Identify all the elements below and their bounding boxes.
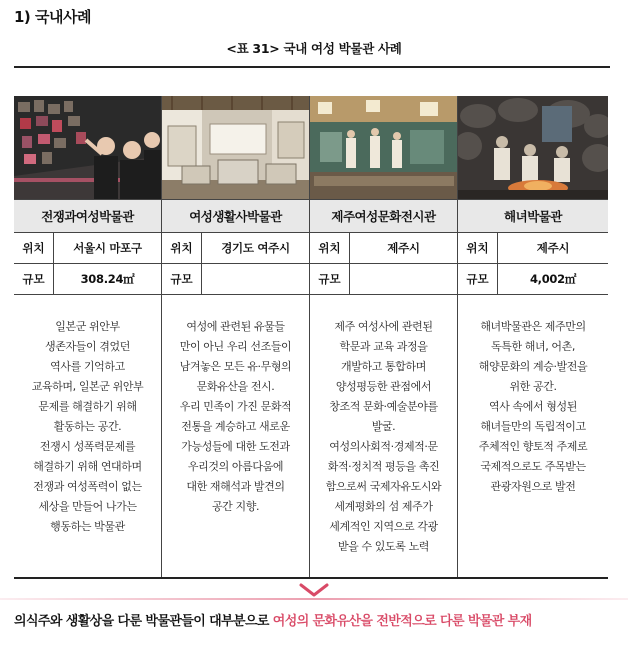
location-label: 위치: [458, 233, 498, 263]
museum-name: 제주여성문화전시관: [310, 200, 457, 233]
description-line: 화적·정치적 평등을 촉진: [327, 460, 440, 473]
scale-value: [350, 264, 457, 294]
description-line: 해양문화의 계승·발전을: [478, 360, 588, 373]
location-row: [14, 233, 161, 264]
museum-column: [458, 96, 608, 577]
location-value: 제주시: [387, 241, 420, 255]
chevron-down-icon: [299, 582, 329, 601]
description-line: 해결하기 위해 연대하며: [33, 460, 142, 473]
museum-description: [310, 295, 457, 577]
museum-column: [310, 96, 458, 577]
description-line: 발굴.: [371, 420, 396, 433]
scale-row: [458, 264, 608, 295]
description-line: 역사 속에서 형성된: [488, 400, 577, 413]
scale-row: [310, 264, 457, 295]
location-row: [310, 233, 457, 264]
description-line: 해녀들만의 독립적이고: [480, 420, 586, 433]
description-line: 양성평등한 관점에서: [335, 380, 432, 393]
description-line: 위한 공간.: [509, 380, 557, 393]
description-line: 대한 재해석과 발견의: [186, 480, 285, 493]
museum-description: [14, 295, 161, 577]
description-line: 제주 여성사에 관련된: [334, 320, 433, 333]
description-line: 역사를 기억하고: [50, 360, 125, 373]
conclusion-highlight: 여성의 문화유산을 전반적으로 다룬 박물관 부재: [272, 614, 532, 629]
scale-label: 규모: [14, 264, 54, 294]
description-line: 남겨놓은 모든 유·무형의: [179, 360, 292, 373]
description-line: 받을 수 있도록 노력: [337, 540, 430, 553]
description-line: 활동하는 공간.: [53, 420, 122, 433]
conclusion-normal: 의식주와 생활상을 다룬 박물관들이 대부분으로: [14, 614, 273, 629]
scale-value: 308.24㎡: [80, 272, 135, 286]
description-line: 교육하며, 일본군 위안부: [31, 380, 144, 393]
museum-column: [162, 96, 310, 577]
scale-label: 규모: [310, 264, 350, 294]
description-line: 여성에 관련된 유물들: [186, 320, 285, 333]
museum-name: 여성생활사박물관: [162, 200, 309, 233]
museum-photo-women-life-history: [162, 96, 309, 200]
description-line: 독특한 해녀, 어촌,: [491, 340, 575, 353]
description-line: 전쟁과 여성폭력이 없는: [33, 480, 142, 493]
museum-photo-jeju-women-culture: [310, 96, 457, 200]
museum-name: 해녀박물관: [458, 200, 608, 233]
description-line: 전통을 계승하고 새로운: [181, 420, 290, 433]
scale-label: 규모: [162, 264, 202, 294]
description-line: 문제를 해결하기 위해: [38, 400, 137, 413]
description-line: 일본군 위안부: [55, 320, 120, 333]
description-line: 주체적인 향토적 주제로: [478, 440, 588, 453]
description-line: 행동하는 박물관: [50, 520, 125, 533]
location-label: 위치: [14, 233, 54, 263]
description-line: 우리 민족이 가진 문화적: [179, 400, 292, 413]
description-line: 세상을 만들어 나가는: [38, 500, 137, 513]
location-value: 경기도 여주시: [221, 241, 290, 255]
location-row: [162, 233, 309, 264]
scale-value: 4,002㎡: [529, 272, 577, 286]
description-line: 해녀박물관은 제주만의: [480, 320, 586, 333]
description-line: 전쟁시 성폭력문제를: [39, 440, 136, 453]
description-line: 우리것의 아름다움에: [187, 460, 284, 473]
table-caption: <표 31> 국내 여성 박물관 사례: [226, 41, 402, 56]
description-line: 여성의사회적·경제적·문: [329, 440, 438, 453]
description-line: 학문과 교육 과정을: [339, 340, 428, 353]
scale-row: [162, 264, 309, 295]
description-line: 만이 아닌 우리 선조들이: [179, 340, 292, 353]
scale-row: [14, 264, 161, 295]
description-line: 관광자원으로 발전: [490, 480, 576, 493]
description-line: 창조적 문화·예술분야를: [329, 400, 438, 413]
description-line: 공간 지향.: [211, 500, 260, 513]
location-value: 제주시: [536, 241, 570, 255]
museum-photo-haenyeo: [458, 96, 608, 200]
conclusion-text: [14, 610, 624, 629]
description-line: 세계평화의 섬 제주가: [334, 500, 433, 513]
museum-table: [14, 96, 608, 579]
location-row: [458, 233, 608, 264]
location-label: 위치: [310, 233, 350, 263]
top-rule: [14, 66, 610, 68]
museum-description: [162, 295, 309, 577]
scale-value: [202, 264, 309, 294]
description-line: 세계적인 지역으로 각광: [329, 520, 438, 533]
description-line: 문화유산을 전시.: [196, 380, 275, 393]
museum-photo-war-and-women: [14, 96, 161, 200]
museum-description: [458, 295, 608, 577]
museum-column: [14, 96, 162, 577]
museum-name: 전쟁과여성박물관: [14, 200, 161, 233]
scale-label: 규모: [458, 264, 498, 294]
description-line: 개발하고 통합하며: [341, 360, 426, 373]
location-value: 서울시 마포구: [73, 241, 142, 255]
section-heading: 1) 국내사례: [14, 8, 91, 26]
description-line: 생존자들이 겪었던: [45, 340, 130, 353]
location-label: 위치: [162, 233, 202, 263]
description-line: 가능성들에 대한 도전과: [181, 440, 290, 453]
description-line: 국제적으로도 주목받는: [480, 460, 586, 473]
description-line: 함으로써 국제자유도시와: [325, 480, 442, 493]
